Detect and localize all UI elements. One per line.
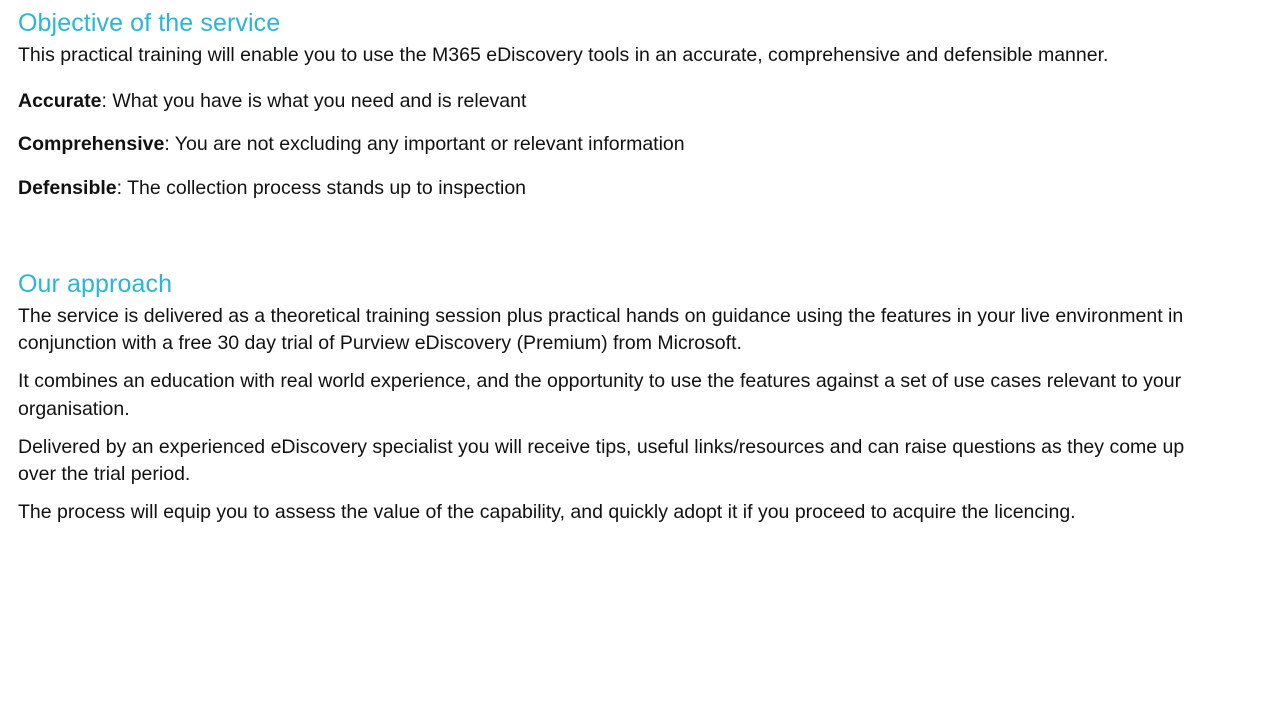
section-spacer <box>18 219 1220 269</box>
approach-paragraph-3: Delivered by an experienced eDiscovery specialist you will receive tips, useful links/resources and can raise questions as they come up over the trial period. <box>18 435 1185 486</box>
objective-intro-paragraph: This practical training will enable you to use the M365 eDiscovery tools in an accurate, comprehensive and defensible manner. <box>18 44 1109 66</box>
section-heading-our-approach: Our approach <box>18 269 173 298</box>
definition-separator-defensible: : <box>116 177 128 200</box>
definition-term-accurate: Accurate <box>18 89 102 112</box>
approach-paragraph-4: The process will equip you to assess the value of the capability, and quickly adopt it if you proceed to acquire the licencing. <box>18 500 1076 523</box>
approach-paragraph-1: The service is delivered as a theoretical training session plus practical hands on guidance using the features in your live environment in conjunction with a free 30 day trial of Purview eDiscovery (Premium) from Microsoft. <box>18 304 1184 355</box>
section-objective-of-the-service <box>18 8 1220 203</box>
definition-term-defensible: Defensible <box>18 177 117 200</box>
definition-term-comprehensive: Comprehensive <box>18 133 165 156</box>
definition-text-comprehensive: You are not excluding any important or relevant information <box>174 133 685 156</box>
definition-separator-comprehensive: : <box>164 133 175 156</box>
definition-comprehensive <box>18 131 1220 159</box>
definition-text-defensible: The collection process stands up to inspection <box>127 177 527 200</box>
approach-paragraph-2: It combines an education with real world experience, and the opportunity to use the features against a set of use cases relevant to your organisation. <box>18 370 1182 420</box>
definition-text-accurate: What you have is what you need and is relevant <box>112 89 527 112</box>
definition-defensible <box>18 175 1220 203</box>
section-heading-objective: Objective of the service <box>18 9 281 37</box>
definition-separator-accurate: : <box>101 89 113 112</box>
definition-accurate <box>18 88 1220 116</box>
section-our-approach <box>18 269 1220 527</box>
